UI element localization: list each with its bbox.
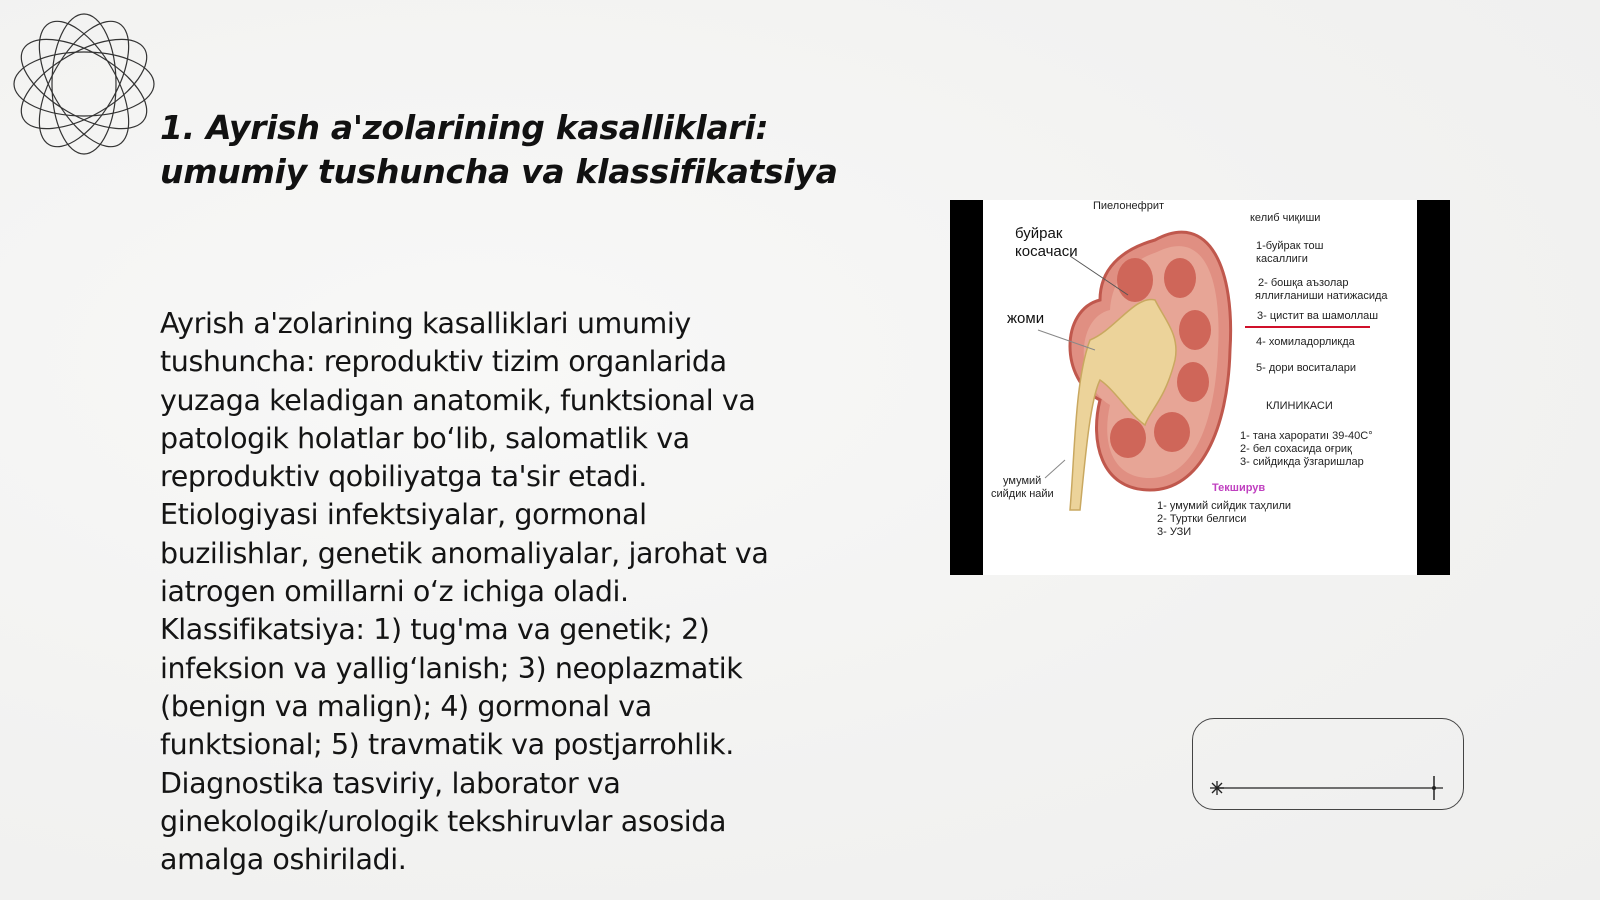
origin-item: 4- хомиладорликда	[1256, 336, 1355, 348]
diagnosis-list: 1- умумий сийдик таҳлили 2- Туртки белгиси 3- УЗИ	[1157, 500, 1292, 538]
body-line: Ayrish a'zolarining kasalliklari umumiy	[160, 307, 691, 340]
origin-item: 2- бошқа аъзолар яллиғланиши натижасида	[1255, 277, 1388, 302]
title-line: 1. Ayrish a'zolarining kasalliklari:	[160, 108, 769, 147]
clinic-title: КЛИНИКАСИ	[1266, 400, 1333, 412]
title-line: umumiy tushuncha va klassifikatsiya	[160, 152, 838, 191]
body-line: amalga oshiriladi.	[160, 843, 407, 877]
decorative-orbit-logo-icon	[10, 10, 158, 158]
body-line: buzilishlar, genetik anomaliyalar, jarohat va	[160, 536, 769, 570]
body-line: iatrogen omillarni o‘z ichiga oladi.	[160, 575, 629, 609]
body-line: Klassifikatsiya: 1) tug'ma va genetik; 2)	[160, 613, 710, 647]
star-line-ornament-icon	[1193, 719, 1463, 809]
body-line: tushuncha: reproduktiv tizim organlarida	[160, 345, 727, 379]
body-line: Diagnostika tasviriy, laborator va	[160, 766, 621, 800]
slide-body-text	[160, 305, 768, 879]
origin-item: 5- дори воситалари	[1256, 362, 1357, 374]
body-line: patologik holatlar bo‘lib, salomatlik va	[160, 421, 690, 455]
origin-title: келиб чиқиши	[1250, 212, 1321, 224]
origin-item: 3- цистит ва шамоллаш	[1257, 310, 1379, 322]
pyelonephritis-figure	[950, 200, 1450, 575]
label-ureter: умумий сийдик найи	[991, 475, 1054, 500]
slide-title	[160, 106, 838, 194]
body-line: ginekologik/urologik tekshiruvlar asosida	[160, 804, 727, 838]
label-pelvis: жоми	[1007, 310, 1045, 327]
label-calyx: буйрак косачаси	[1015, 225, 1078, 260]
body-line: infeksion va yallig‘lanish; 3) neoplazmatik	[160, 651, 743, 685]
origin-item: 1-буйрак тош касаллиги	[1256, 240, 1324, 265]
body-line: Etiologiyasi infektsiyalar, gormonal	[160, 498, 647, 532]
body-line: (benign va malign); 4) gormonal va	[160, 689, 652, 723]
body-line: yuzaga keladigan anatomik, funktsional va	[160, 383, 756, 417]
body-line: reproduktiv qobiliyatga ta'sir etadi.	[160, 460, 647, 494]
body-line: funktsional; 5) travmatik va postjarrohlik.	[160, 728, 734, 762]
decorative-frame	[1192, 718, 1464, 810]
diagnosis-title: Текширув	[1212, 482, 1266, 494]
figure-heading: Пиелонефрит	[1093, 200, 1165, 212]
clinic-list: 1- тана хароратиı 39-40С° 2- бел сохасида оғриқ 3- сийдикда ўзгаришлар	[1240, 430, 1373, 468]
